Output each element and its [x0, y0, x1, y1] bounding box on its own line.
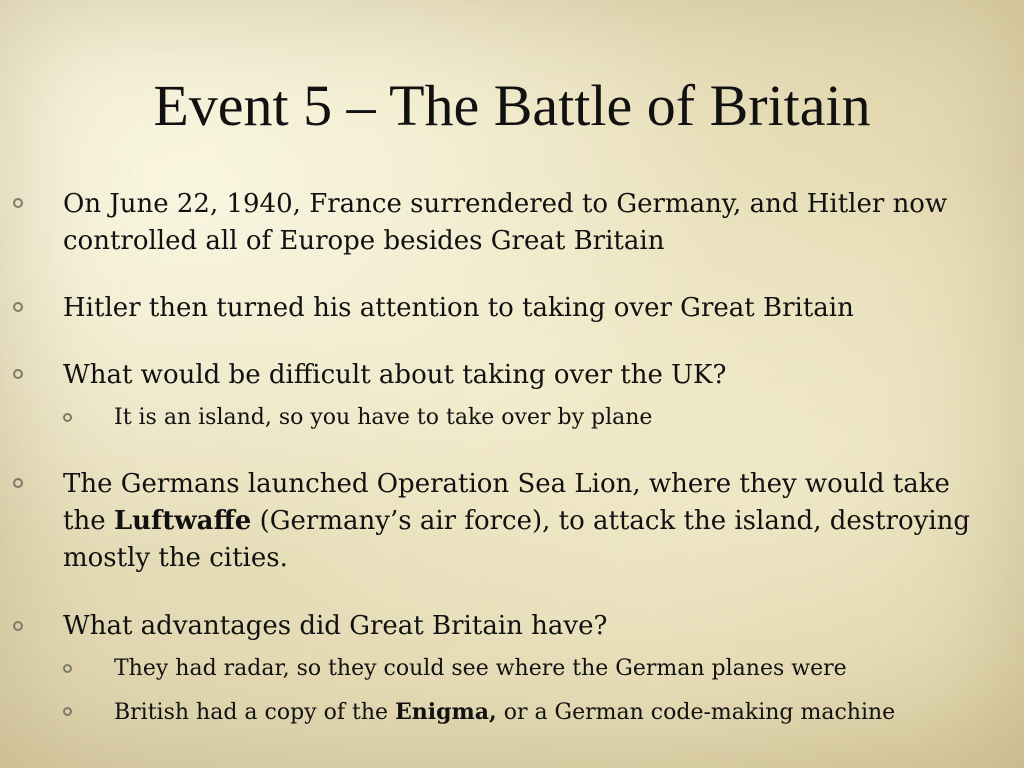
bullet-item-3: What would be difficult about taking over the UK?: [63, 360, 727, 390]
sub-bullet-5-2-text-b: or a German code-making machine: [496, 700, 896, 725]
bullet-circle-icon: [13, 198, 23, 208]
bullet-item-4: [63, 466, 993, 577]
enigma-term: Enigma,: [395, 699, 497, 725]
bullet-item-2: Hitler then turned his attention to taking over Great Britain: [63, 293, 854, 323]
luftwaffe-term: Luftwaffe: [113, 506, 252, 536]
sub-bullet-item-3-1: It is an island, so you have to take over by plane: [114, 405, 653, 430]
sub-bullet-5-2-text-a: British had a copy of the: [114, 700, 395, 725]
sub-bullet-circle-icon: [63, 707, 72, 716]
bullet-circle-icon: [13, 369, 23, 379]
sub-bullet-item-5-1: They had radar, so they could see where the German planes were: [114, 656, 847, 681]
sub-bullet-item-5-2: [114, 697, 994, 728]
bullet-circle-icon: [13, 302, 23, 312]
bullet-item-5: What advantages did Great Britain have?: [63, 611, 608, 641]
bullet-circle-icon: [13, 478, 23, 488]
bullet-item-4-text-a: The Germans launched Operation Sea Lion, where they would take the: [63, 469, 950, 536]
bullet-circle-icon: [13, 621, 23, 631]
bullet-item-1: On June 22, 1940, France surrendered to Germany, and Hitler now controlled all of Europe besides Great Britain: [63, 189, 948, 256]
sub-bullet-circle-icon: [63, 413, 72, 422]
bullet-item-4-text-b: (Germany’s air force), to attack the island, destroying mostly the cities.: [63, 506, 971, 573]
sub-bullet-circle-icon: [63, 664, 72, 673]
slide-title: Event 5 – The Battle of Britain: [153, 73, 871, 138]
